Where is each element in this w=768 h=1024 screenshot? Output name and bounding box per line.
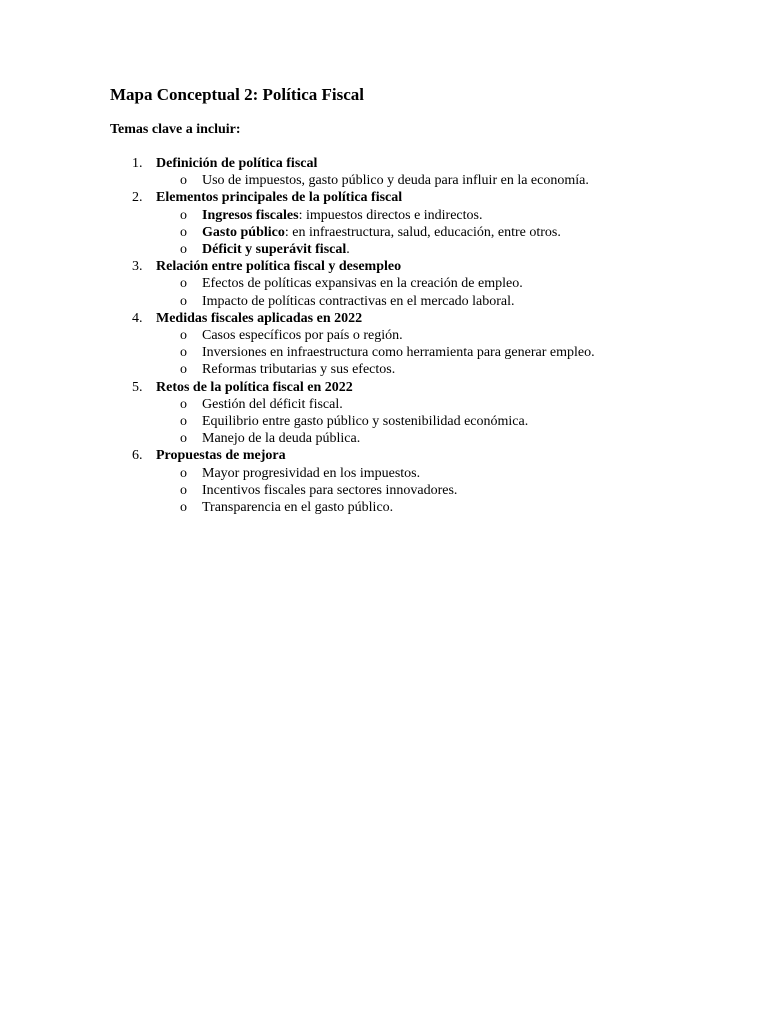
bullet-circle-icon: o	[180, 293, 187, 309]
subitem-bold-term: Déficit y superávit fiscal	[202, 242, 347, 258]
subitem-text: : impuestos directos e indirectos.	[298, 207, 483, 223]
bullet-circle-icon: o	[180, 224, 187, 240]
subitem	[156, 465, 670, 482]
bullet-circle-icon: o	[180, 482, 187, 498]
subitem-text: Reformas tributarias y sus efectos.	[202, 362, 396, 378]
subitem	[156, 344, 670, 361]
subitem-text: Mayor progresividad en los impuestos.	[202, 465, 421, 481]
bullet-circle-icon: o	[180, 242, 187, 258]
bullet-circle-icon: o	[180, 431, 187, 447]
subitem-text: Equilibrio entre gasto público y sostenibilidad económica.	[202, 414, 529, 430]
subitem-list	[156, 172, 670, 189]
subitem	[156, 224, 670, 241]
subitem	[156, 327, 670, 344]
topic-title: Propuestas de mejora	[156, 448, 286, 464]
document-subtitle: Temas clave a incluir:	[110, 122, 241, 137]
topic-list	[110, 155, 670, 516]
subitem-text: Incentivos fiscales para sectores innovadores.	[202, 482, 458, 498]
topic-number: 3.	[132, 259, 143, 275]
subitem-bold-term: Gasto público	[202, 224, 285, 240]
topic-item	[110, 379, 670, 448]
subitem	[156, 275, 670, 292]
bullet-circle-icon: o	[180, 276, 187, 292]
topic-title: Relación entre política fiscal y desempleo	[156, 259, 402, 275]
subitem-text: Uso de impuestos, gasto público y deuda para influir en la economía.	[202, 173, 589, 189]
subitem-text: .	[346, 242, 350, 258]
subitem-text: : en infraestructura, salud, educación, entre otros.	[284, 224, 561, 240]
topic-item	[110, 189, 670, 258]
topic-title: Retos de la política fiscal en 2022	[156, 379, 353, 395]
subitem-list	[156, 396, 670, 448]
subitem-bold-term: Ingresos fiscales	[202, 207, 299, 223]
subitem-list	[156, 327, 670, 379]
topic-title: Medidas fiscales aplicadas en 2022	[156, 310, 363, 326]
bullet-circle-icon: o	[180, 328, 187, 344]
subitem-text: Impacto de políticas contractivas en el mercado laboral.	[202, 293, 515, 309]
topic-number: 2.	[132, 190, 143, 206]
subitem-text: Efectos de políticas expansivas en la creación de empleo.	[202, 276, 523, 292]
bullet-circle-icon: o	[180, 396, 187, 412]
subitem-text: Manejo de la deuda pública.	[202, 431, 361, 447]
topic-number: 1.	[132, 156, 143, 171]
subitem	[156, 172, 670, 189]
subitem-text: Gestión del déficit fiscal.	[202, 396, 343, 412]
subitem-text: Transparencia en el gasto público.	[202, 500, 394, 516]
subitem	[156, 361, 670, 378]
document-title: Mapa Conceptual 2: Política Fiscal	[110, 85, 365, 104]
subitem	[156, 499, 670, 516]
subitem-list	[156, 465, 670, 517]
subitem	[156, 207, 670, 224]
subitem	[156, 396, 670, 413]
topic-title: Elementos principales de la política fiscal	[156, 190, 403, 206]
topic-item	[110, 155, 670, 189]
bullet-circle-icon: o	[180, 414, 187, 430]
topic-item	[110, 258, 670, 310]
bullet-circle-icon: o	[180, 207, 187, 223]
bullet-circle-icon: o	[180, 500, 187, 516]
subitem	[156, 293, 670, 310]
topic-number: 6.	[132, 448, 143, 464]
bullet-circle-icon: o	[180, 173, 187, 189]
bullet-circle-icon: o	[180, 465, 187, 481]
subitem-text: Inversiones en infraestructura como herramienta para generar empleo.	[202, 345, 595, 361]
bullet-circle-icon: o	[180, 362, 187, 378]
subitem	[156, 430, 670, 447]
subitem	[156, 482, 670, 499]
subitem-list	[156, 207, 670, 259]
topic-item	[110, 447, 670, 516]
bullet-circle-icon: o	[180, 345, 187, 361]
topic-number: 5.	[132, 379, 143, 395]
subitem-text: Casos específicos por país o región.	[202, 328, 403, 344]
topic-item	[110, 310, 670, 379]
subitem-list	[156, 275, 670, 309]
topic-number: 4.	[132, 310, 143, 326]
topic-title: Definición de política fiscal	[156, 156, 318, 171]
document-page	[110, 84, 670, 516]
subitem	[156, 413, 670, 430]
subitem	[156, 241, 670, 258]
